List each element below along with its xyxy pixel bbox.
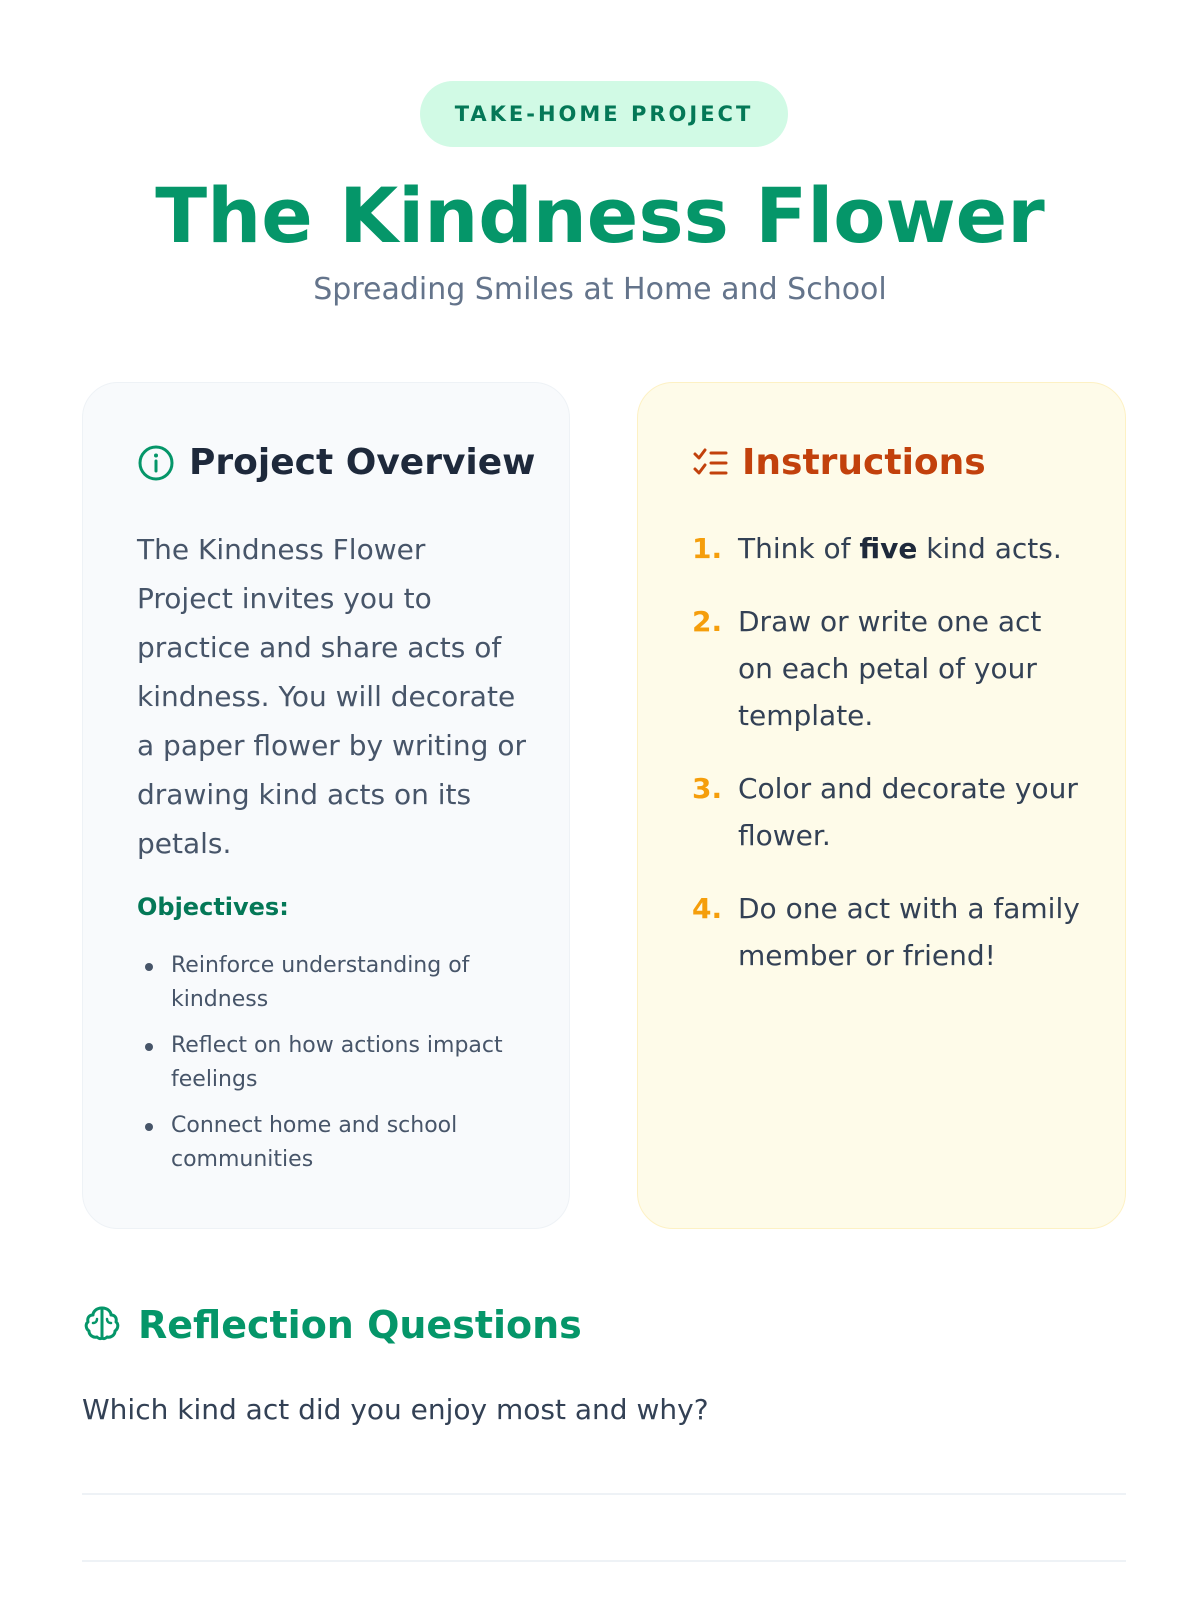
step-emphasis: five (859, 532, 918, 565)
project-overview-text: The Kindness Flower Project invites you to practice and share acts of kindness. You will decorate a paper flower by writing or drawing kind acts on its petals. (137, 533, 526, 860)
step-text-end: kind acts. (917, 532, 1062, 565)
instructions-title: Instructions (742, 442, 986, 483)
project-overview-card (82, 382, 570, 1229)
instruction-step (692, 598, 1082, 739)
objective-item: Reflect on how actions impact feelings (137, 1029, 507, 1097)
project-overview-title: Project Overview (189, 442, 536, 483)
objective-item: Reinforce understanding of kindness (137, 949, 507, 1017)
objectives-label: Objectives: (137, 893, 289, 921)
project-type-badge: TAKE-HOME PROJECT (420, 81, 788, 147)
instruction-step (692, 885, 1082, 979)
checklist-icon (692, 445, 728, 481)
page-title: The Kindness Flower (155, 171, 1045, 260)
answer-line (82, 1493, 1126, 1495)
reflection-title: Reflection Questions (138, 1303, 582, 1347)
instructions-card (637, 382, 1126, 1229)
step-number: 2. (692, 605, 723, 638)
objectives-list (137, 949, 507, 1189)
instruction-step (692, 765, 1082, 859)
project-overview-heading (137, 439, 535, 487)
instruction-step (692, 525, 1082, 572)
page-subtitle: Spreading Smiles at Home and School (313, 272, 887, 307)
step-text: Draw or write one act on each petal of your template. (738, 605, 1042, 732)
step-number: 1. (692, 532, 723, 565)
step-text: Color and decorate your flower. (738, 772, 1078, 852)
reflection-heading (82, 1297, 582, 1353)
step-text: Do one act with a family member or friend! (738, 892, 1080, 972)
step-number: 4. (692, 892, 723, 925)
instructions-steps (692, 525, 1082, 1005)
info-circle-icon (137, 444, 175, 482)
step-text: Think of (738, 532, 860, 565)
reflection-question: Which kind act did you enjoy most and why? (82, 1393, 709, 1426)
objective-item: Connect home and school communities (137, 1109, 507, 1177)
brain-icon (82, 1303, 122, 1347)
answer-line (82, 1560, 1126, 1562)
instructions-heading (692, 439, 986, 487)
step-number: 3. (692, 772, 723, 805)
